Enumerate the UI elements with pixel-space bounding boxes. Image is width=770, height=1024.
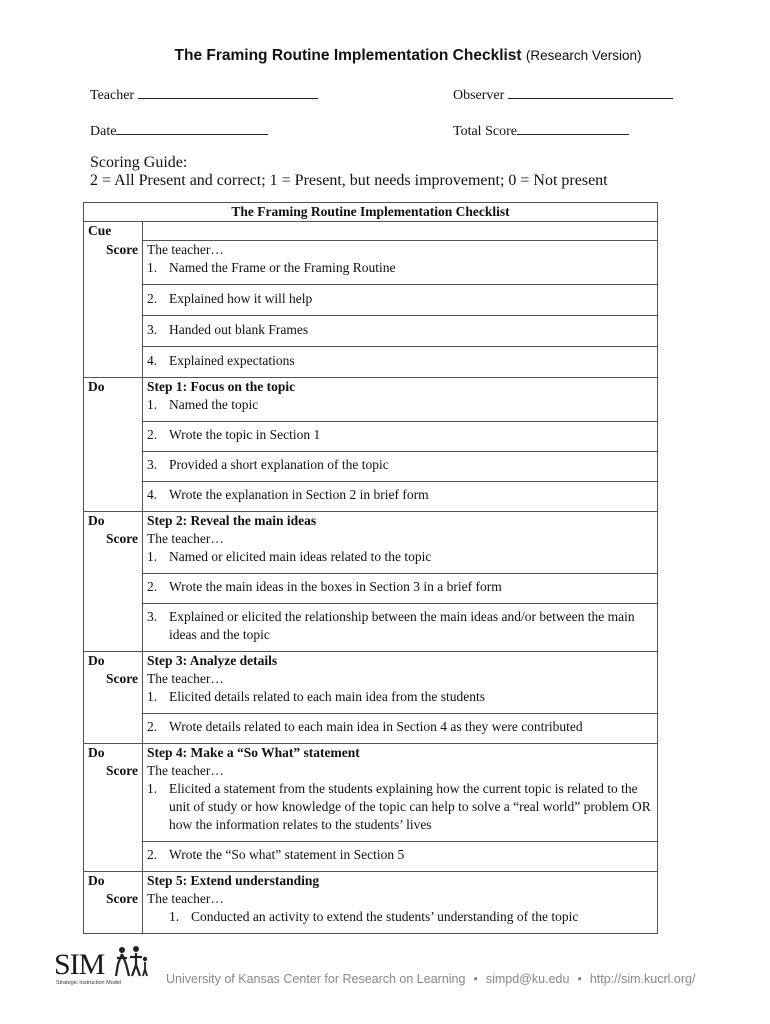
step3-title: Step 3: Analyze details: [143, 652, 658, 671]
table-row: [84, 652, 658, 671]
people-icon: [114, 946, 150, 978]
table-row: [84, 908, 658, 934]
observer-field[interactable]: [453, 86, 673, 104]
scoring-guide-heading: Scoring Guide:: [90, 154, 188, 171]
teacher-intro: The teacher…: [143, 530, 658, 548]
list-item: 2. Wrote details related to each main idea in Section 4 as they were contributed: [143, 714, 658, 744]
step2-title: Step 2: Reveal the main ideas: [143, 512, 658, 531]
do-label: Do: [88, 653, 105, 668]
list-item: 3. Provided a short explanation of the topic: [143, 452, 658, 482]
table-row: [84, 890, 658, 908]
footer-email[interactable]: simpd@ku.edu: [485, 972, 570, 986]
table-row: [84, 422, 658, 452]
list-item: 1. Elicited details related to each main idea from the students: [143, 688, 658, 714]
list-item: 2. Wrote the “So what” statement in Section 5: [143, 842, 658, 872]
score-label: Score: [106, 763, 138, 778]
date-line[interactable]: [116, 122, 268, 135]
list-item: 1. Named the topic: [143, 396, 658, 422]
page-footer: [54, 946, 734, 996]
cue-label: Cue: [88, 223, 112, 238]
table-row: [84, 574, 658, 604]
step3-score-cell[interactable]: [84, 652, 143, 744]
table-row: [84, 347, 658, 378]
title-sub: (Research Version): [525, 48, 642, 63]
footer-url[interactable]: http://sim.kucrl.org/: [589, 972, 696, 986]
step4-title: Step 4: Make a “So What” statement: [143, 744, 658, 763]
list-item: 3. Explained or elicited the relationship between the main ideas and/or between the main ideas and the topic: [143, 604, 658, 652]
scoring-guide-text: 2 = All Present and correct; 1 = Present, but needs improvement; 0 = Not present: [90, 172, 608, 189]
list-item: 3. Handed out blank Frames: [143, 316, 658, 347]
step2-score-cell[interactable]: [84, 512, 143, 652]
logo-tagline: Strategic Instruction Model: [56, 980, 122, 986]
scoring-guide: [90, 154, 608, 190]
table-row: [84, 259, 658, 285]
table-row: [84, 842, 658, 872]
observer-label: Observer: [453, 88, 505, 103]
title-main: The Framing Routine Implementation Checklist: [174, 47, 522, 64]
table-row: [84, 378, 658, 397]
table-row: [84, 762, 658, 780]
table-row: [84, 530, 658, 548]
table-row: [84, 396, 658, 422]
teacher-intro: The teacher…: [143, 890, 658, 908]
teacher-line[interactable]: [138, 86, 318, 99]
list-item: 1. Conducted an activity to extend the students’ understanding of the topic: [143, 908, 658, 934]
step5-score-cell[interactable]: [84, 872, 143, 934]
table-header: The Framing Routine Implementation Checklist: [84, 203, 658, 222]
score-label: Score: [106, 891, 138, 906]
step5-title: Step 5: Extend understanding: [143, 872, 658, 891]
teacher-intro: The teacher…: [143, 670, 658, 688]
table-row: [84, 222, 658, 241]
table-row: [84, 548, 658, 574]
footer-info: University of Kansas Center for Research on Learning • simpd@ku.edu • http://sim.kucrl.org/: [166, 972, 696, 986]
table-row: [84, 688, 658, 714]
table-row: [84, 872, 658, 891]
sim-logo: [54, 946, 154, 996]
checklist-table: [83, 202, 658, 934]
date-label: Date: [90, 124, 117, 139]
table-row: [84, 670, 658, 688]
do-label: Do: [88, 379, 105, 394]
page-title: [0, 47, 770, 65]
list-item: 2. Wrote the main ideas in the boxes in Section 3 in a brief form: [143, 574, 658, 604]
table-row: [84, 780, 658, 842]
teacher-field[interactable]: [90, 86, 318, 104]
step4-score-cell[interactable]: [84, 744, 143, 872]
teacher-intro: The teacher…: [143, 241, 658, 260]
table-header-row: [84, 203, 658, 222]
table-row: [84, 241, 658, 260]
score-label: Score: [106, 671, 138, 686]
teacher-label: Teacher: [90, 88, 135, 103]
table-row: [84, 482, 658, 512]
table-row: [84, 452, 658, 482]
step1-score-cell[interactable]: [84, 378, 143, 512]
score-label: Score: [106, 531, 138, 546]
do-label: Do: [88, 873, 105, 888]
do-label: Do: [88, 513, 105, 528]
date-field[interactable]: [90, 122, 268, 140]
list-item: 1. Named or elicited main ideas related to the topic: [143, 548, 658, 574]
table-row: [84, 604, 658, 652]
logo-text: SIM: [54, 948, 105, 981]
cue-spacer: [143, 222, 658, 241]
do-label: Do: [88, 745, 105, 760]
list-item: 1. Elicited a statement from the students explaining how the current topic is related to the unit of study or how knowledge of the topic can help to solve a “real world” problem OR how the information relates to the students’ lives: [143, 780, 658, 842]
total-score-label: Total Score: [453, 124, 517, 139]
list-item: 4. Explained expectations: [143, 347, 658, 378]
table-row: [84, 316, 658, 347]
list-item: 2. Explained how it will help: [143, 285, 658, 316]
list-item: 2. Wrote the topic in Section 1: [143, 422, 658, 452]
step1-title: Step 1: Focus on the topic: [143, 378, 658, 397]
table-row: [84, 512, 658, 531]
total-score-field[interactable]: [453, 122, 629, 140]
list-item: 1. Named the Frame or the Framing Routine: [143, 259, 658, 285]
total-score-line[interactable]: [517, 122, 629, 135]
cue-score-cell[interactable]: [84, 241, 143, 378]
footer-org: University of Kansas Center for Research on Learning: [166, 972, 466, 986]
table-row: [84, 714, 658, 744]
cue-cell: [84, 222, 143, 241]
table-row: [84, 744, 658, 763]
observer-line[interactable]: [508, 86, 673, 99]
table-row: [84, 285, 658, 316]
score-label: Score: [106, 241, 138, 257]
teacher-intro: The teacher…: [143, 762, 658, 780]
list-item: 4. Wrote the explanation in Section 2 in brief form: [143, 482, 658, 512]
